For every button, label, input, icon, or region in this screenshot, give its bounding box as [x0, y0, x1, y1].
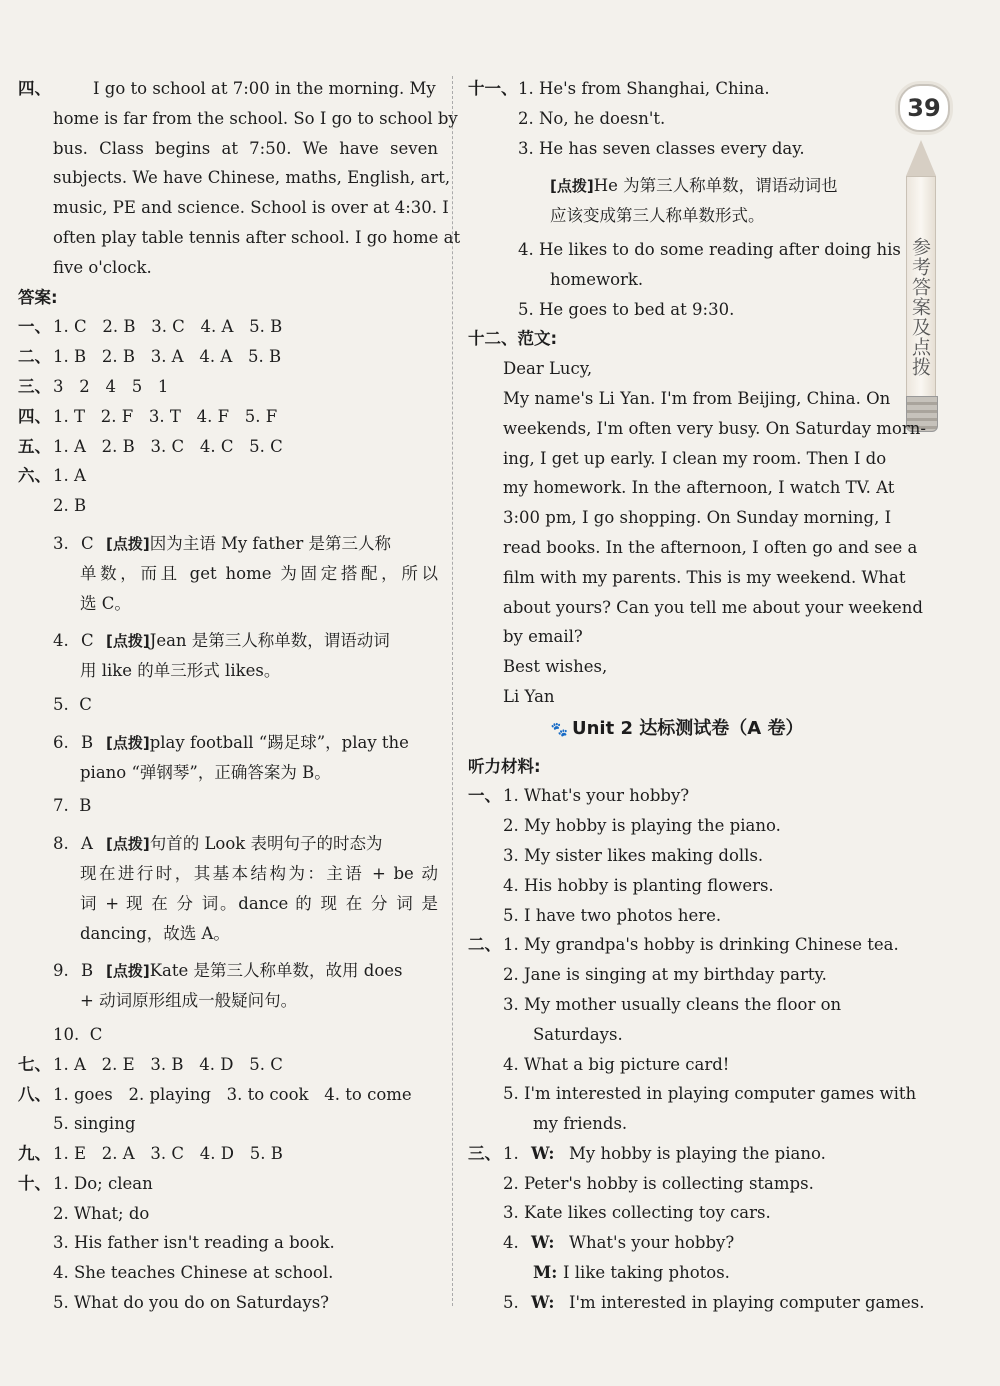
hint-tag: [点拨] — [106, 632, 150, 651]
paw-icon: 🐾 — [550, 721, 568, 738]
answer-row: 二、 1. My grandpa's hobby is drinking Chinese tea. — [468, 935, 899, 955]
letter-line: My name's Li Yan. I'm from Beijing, China. On — [503, 388, 891, 408]
answer-item: 2. Peter's hobby is collecting stamps. — [503, 1173, 814, 1193]
hint-line: dancing，故选 A。 — [80, 923, 230, 943]
answer-item: 4. C [点拨]Jean 是第三人称单数，谓语动词 — [53, 631, 390, 651]
pencil-tip-icon — [906, 140, 936, 176]
left-column — [18, 74, 461, 1318]
listening-heading: 听力材料: — [468, 756, 541, 776]
hint-line: 用 like 的单三形式 likes。 — [80, 661, 281, 681]
letter-line: by email? — [503, 627, 583, 647]
answer-item: 4. W: What's your hobby? — [503, 1233, 735, 1253]
answer-row: 四、 1. T 2. F 3. T 4. F 5. F — [18, 406, 278, 426]
letter-line: read books. In the afternoon, I often go and see a — [503, 537, 918, 557]
answer-item: M: I like taking photos. — [533, 1263, 730, 1283]
hint-tag: [点拨] — [550, 177, 594, 196]
answer-item: 4. His hobby is planting flowers. — [503, 875, 774, 895]
answer-item: 10. C — [53, 1024, 103, 1044]
passage-line: home is far from the school. So I go to school by — [53, 108, 458, 128]
column-divider — [452, 76, 453, 1306]
hint-line: 现在进行时，其基本结构为：主语 + be 动 — [80, 863, 438, 883]
hint-tag: [点拨] — [106, 962, 150, 981]
hint-line: [点拨]He 为第三人称单数，谓语动词也 — [550, 176, 838, 196]
hint-line: 应该变成第三人称单数形式。 — [550, 206, 765, 226]
letter-line: about yours? Can you tell me about your weekend — [503, 597, 923, 617]
hint-line: 选 C。 — [80, 593, 131, 613]
hint-line: piano “弹钢琴”，正确答案为 B。 — [80, 762, 331, 782]
answer-row: 八、 1. goes 2. playing 3. to cook 4. to come — [18, 1084, 412, 1104]
section-label: 十二、范文: — [468, 329, 558, 349]
side-tab-label: 参考答案及点拨 — [906, 176, 936, 396]
answer-item: 2. My hobby is playing the piano. — [503, 816, 781, 836]
page-number: 39 — [898, 84, 950, 132]
answer-row: 九、 1. E 2. A 3. C 4. D 5. B — [18, 1144, 283, 1164]
hint-tag: [点拨] — [106, 733, 150, 752]
hint-line: 单数，而且 get home 为固定搭配，所以 — [80, 563, 438, 583]
letter-line: film with my parents. This is my weekend. What — [503, 567, 906, 587]
answer-item: 5. W: I'm interested in playing computer games. — [503, 1292, 925, 1312]
answer-item: 9. B [点拨]Kate 是第三人称单数，故用 does — [53, 961, 403, 981]
answer-row: 七、 1. A 2. E 3. B 4. D 5. C — [18, 1054, 283, 1074]
answers-heading: 答案: — [18, 287, 58, 307]
answer-row: 六、 1. A — [18, 466, 86, 486]
answer-item: 4. She teaches Chinese at school. — [53, 1263, 334, 1283]
answer-item: 5. C — [53, 694, 92, 714]
letter-signature: Li Yan — [503, 686, 555, 706]
answer-item: 3. Kate likes collecting toy cars. — [503, 1203, 771, 1223]
unit-title: 🐾 Unit 2 达标测试卷（A 卷） — [550, 717, 804, 739]
letter-line: ing, I get up early. I clean my room. Then I do — [503, 448, 887, 468]
answer-item: 3. My mother usually cleans the floor on — [503, 994, 842, 1014]
hint-line: + 动词原形组成一般疑问句。 — [80, 991, 298, 1011]
answer-item: 8. A [点拨]句首的 Look 表明句子的时态为 — [53, 834, 383, 854]
answer-item: 6. B [点拨]play football “踢足球”，play the — [53, 732, 409, 752]
answer-item: 2. No, he doesn't. — [518, 108, 666, 128]
letter-line: 3:00 pm, I go shopping. On Sunday morning, I — [503, 508, 892, 528]
answer-item: 4. He likes to do some reading after doing his — [518, 239, 901, 259]
letter-greeting: Dear Lucy, — [503, 359, 593, 379]
answer-row: 十、 1. Do; clean — [18, 1173, 153, 1193]
answer-item: 4. What a big picture card! — [503, 1054, 730, 1074]
hint-tag: [点拨] — [106, 534, 150, 553]
letter-line: my homework. In the afternoon, I watch TV. At — [503, 478, 895, 498]
answer-row: 一、 1. What's your hobby? — [468, 786, 690, 806]
answer-item: 2. B — [53, 496, 87, 516]
passage-line: often play table tennis after school. I go home at — [53, 227, 461, 247]
answer-item: 5. I'm interested in playing computer games with — [503, 1084, 917, 1104]
answer-item: 3. He has seven classes every day. — [518, 138, 805, 158]
passage-line: 四、 I go to school at 7:00 in the morning. My — [18, 74, 438, 104]
letter-line: weekends, I'm often very busy. On Saturday morn- — [503, 418, 926, 438]
passage-line: music, PE and science. School is over at 4:30. I — [53, 198, 449, 218]
answer-item: homework. — [550, 269, 644, 289]
answer-item: 3. My sister likes making dolls. — [503, 845, 764, 865]
answer-item: 5. What do you do on Saturdays? — [53, 1293, 330, 1313]
answer-item: 2. Jane is singing at my birthday party. — [503, 965, 827, 985]
answer-item: 3. C [点拨]因为主语 My father 是第三人称 — [53, 533, 392, 553]
answer-row: 五、 1. A 2. B 3. C 4. C 5. C — [18, 436, 283, 456]
answer-item: 3. His father isn't reading a book. — [53, 1233, 335, 1253]
hint-tag: [点拨] — [106, 835, 150, 854]
answer-row: 三、 3 2 4 5 1 — [18, 376, 169, 396]
passage-line: five o'clock. — [53, 257, 152, 277]
letter-closing: Best wishes, — [503, 657, 608, 677]
answer-row: 十一、1. He's from Shanghai, China. — [468, 79, 770, 98]
hint-line: 词 + 现 在 分 词。dance 的 现 在 分 词 是 — [80, 893, 438, 913]
answer-item: 5. I have two photos here. — [503, 905, 722, 925]
answer-item: 7. B — [53, 796, 92, 816]
passage-line: bus. Class begins at 7:50. We have seven — [53, 138, 438, 158]
answer-item: Saturdays. — [533, 1024, 623, 1044]
answer-item: 5. He goes to bed at 9:30. — [518, 299, 735, 319]
answer-item: my friends. — [533, 1114, 628, 1134]
answer-row: 一、 1. C 2. B 3. C 4. A 5. B — [18, 317, 283, 337]
answer-row: 三、 1. W: My hobby is playing the piano. — [468, 1143, 826, 1163]
answer-row: 二、 1. B 2. B 3. A 4. A 5. B — [18, 347, 282, 367]
passage-line: subjects. We have Chinese, maths, English, art, — [53, 168, 451, 188]
answer-item: 5. singing — [53, 1114, 136, 1134]
section-label: 四、 — [18, 79, 51, 98]
answer-item: 2. What; do — [53, 1203, 150, 1223]
